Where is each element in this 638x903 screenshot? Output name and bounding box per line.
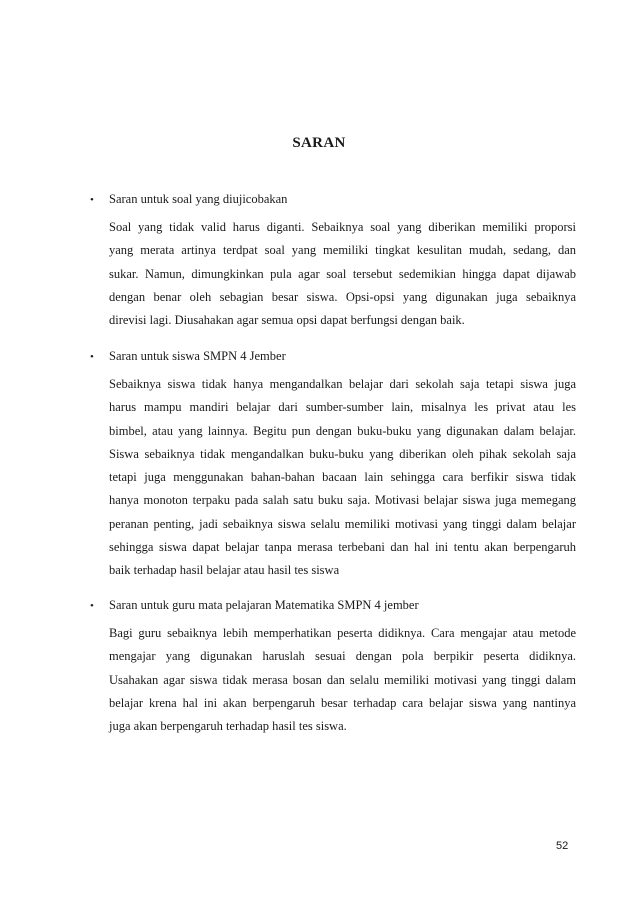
paragraph-line: harus mampu mandiri belajar dari sumber-sumber lain, misalnya les privat atau les (109, 400, 576, 415)
page-title: SARAN (292, 135, 346, 151)
section-heading: Saran untuk soal yang diujicobakan (109, 192, 288, 206)
section-heading: Saran untuk guru mata pelajaran Matematika SMPN 4 jember (109, 598, 419, 612)
paragraph-line: Sebaiknya siswa tidak hanya mengandalkan belajar dari sekolah saja tetapi siswa juga (109, 377, 576, 391)
paragraph-line: yang merata artinya terdpat soal yang memiliki tingkat kesulitan mudah, sedang, dan (109, 243, 576, 258)
section-paragraph (109, 622, 576, 738)
paragraph-line: Soal yang tidak valid harus diganti. Sebaiknya soal yang diberikan memiliki proporsi (109, 220, 576, 234)
paragraph-line: juga akan berpengaruh terhadap hasil tes siswa. (109, 719, 347, 734)
section-paragraph (109, 373, 576, 583)
paragraph-line: sehingga siswa dapat belajar tanpa merasa terbebani dan hal ini tentu akan berpengaruh (109, 540, 576, 555)
paragraph-line: Bagi guru sebaiknya lebih memperhatikan peserta didiknya. Cara mengajar atau metode (109, 626, 576, 640)
section-siswa (90, 349, 576, 583)
paragraph-line: belajar krena hal ini akan berpengaruh besar terhadap cara belajar siswa yang nantinya (109, 695, 576, 710)
section-soal (90, 192, 576, 332)
paragraph-line: Usahakan agar siswa tidak merasa bosan dan selalu memiliki motivasi yang tinggi dalam (109, 672, 576, 687)
page-number: 52 (556, 840, 569, 852)
section-heading: Saran untuk siswa SMPN 4 Jember (109, 349, 286, 363)
paragraph-line: sukar. Namun, dimungkinkan pula agar soal tersebut sedemikian hingga dapat dijawab (109, 266, 576, 281)
paragraph-line: tetapi juga menggunakan bahan-bahan bacaan lain sehingga cara berfikir siswa tidak (109, 470, 576, 485)
paragraph-line: peranan penting, jadi sebaiknya siswa selalu memiliki motivasi yang tinggi dalam belajar (109, 516, 576, 531)
paragraph-line: mengajar yang digunakan haruslah sesuai dengan pola berpikir peserta didiknya. (109, 649, 576, 664)
bullet-icon: • (90, 194, 94, 206)
section-guru (90, 598, 576, 738)
paragraph-line: bimbel, atau yang lainnya. Begitu pun dengan buku-buku yang digunakan dalam belajar. (109, 423, 576, 438)
paragraph-line: hanya monoton terpaku pada salah satu buku saja. Motivasi belajar siswa juga memegang (109, 493, 576, 508)
paragraph-line: direvisi lagi. Diusahakan agar semua opsi dapat berfungsi dengan baik. (109, 313, 465, 328)
paragraph-line: baik terhadap hasil belajar atau hasil tes siswa (109, 563, 340, 578)
section-paragraph (109, 216, 576, 332)
bullet-icon: • (90, 351, 94, 363)
paragraph-line: dengan benar oleh sebagian besar siswa. Opsi-opsi yang digunakan juga sebaiknya (109, 289, 576, 304)
paragraph-line: Siswa sebaiknya tidak mengandalkan buku-buku yang diberikan oleh pihak sekolah saja (109, 446, 576, 461)
bullet-icon: • (90, 600, 94, 612)
